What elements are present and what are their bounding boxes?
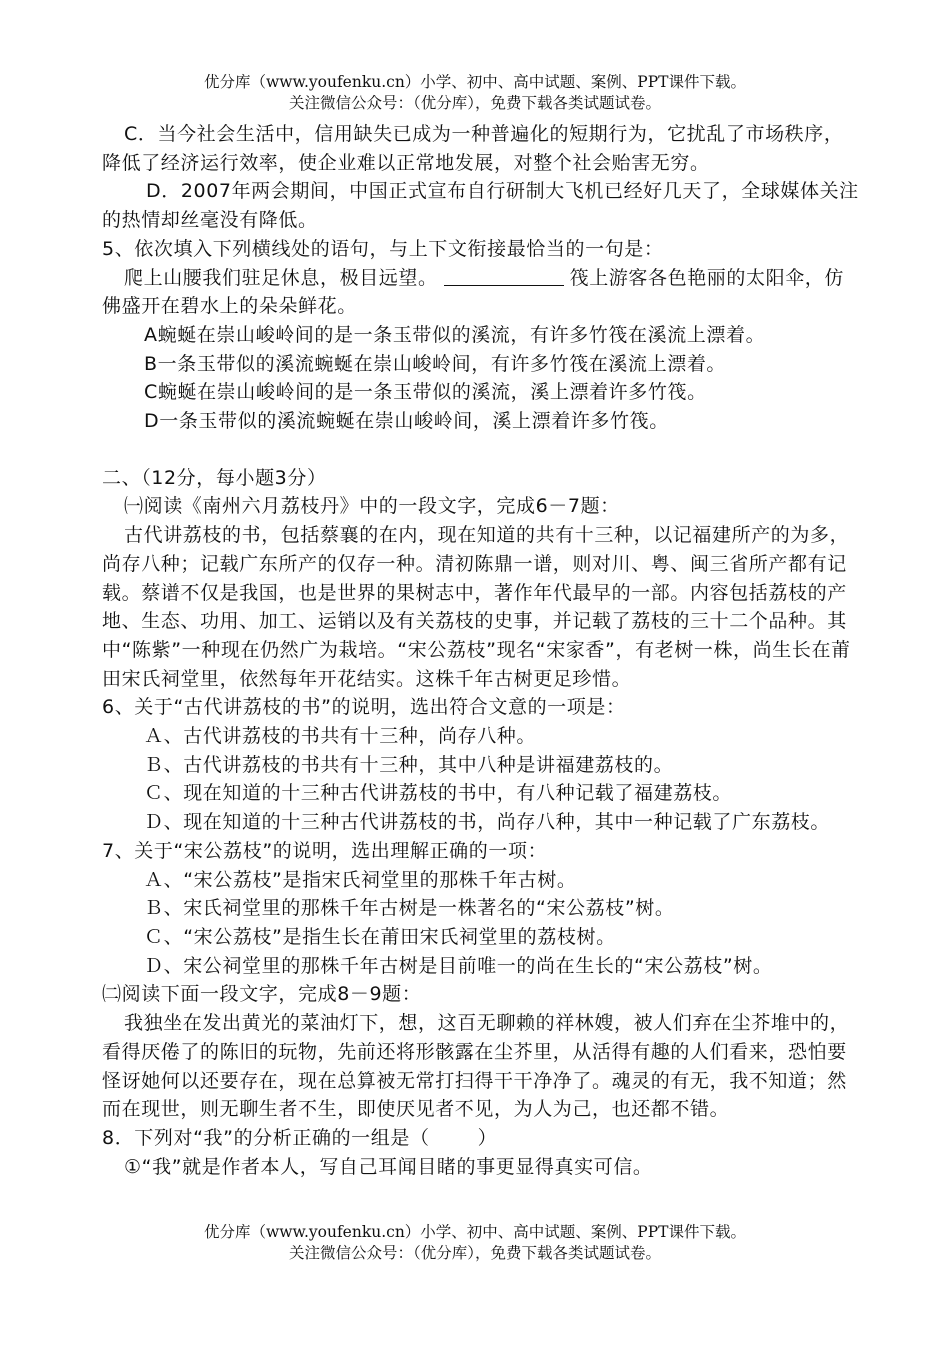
q5-option-a: A蜿蜒在崇山峻岭间的是一条玉带似的溪流，有许多竹筏在溪流上漂着。: [144, 323, 766, 346]
q6-option-d: Ｄ、现在知道的十三种古代讲荔枝的书，尚存八种，其中一种记载了广东荔枝。: [144, 811, 831, 834]
q7-stem: 7、关于“宋公荔枝”的说明，选出理解正确的一项：: [102, 839, 548, 862]
q7-option-d: Ｄ、宋公祠堂里的那株千年古树是目前唯一的尚在生长的“宋公荔枝”树。: [144, 954, 773, 977]
q8-stem: [102, 1124, 862, 1153]
q8-stem-close: ）: [477, 1126, 498, 1149]
footer-line-2: 关注微信公众号：（优分库），免费下载各类试题试卷。: [288, 1244, 661, 1262]
q6-option-a: Ａ、古代讲荔枝的书共有十三种，尚存八种。: [144, 725, 537, 748]
page-header: [0, 72, 950, 114]
q5-passage-part-a: 爬上山腰我们驻足休息，极目远望。: [124, 266, 438, 289]
q7-option-a: Ａ、“宋公荔枝”是指宋氏祠堂里的那株千年古树。: [144, 868, 577, 891]
q5-stem: 5、依次填入下列横线处的语句，与上下文衔接最恰当的一句是：: [102, 237, 664, 260]
q5-option-b: B一条玉带似的溪流蜿蜒在崇山峻岭间，有许多竹筏在溪流上漂着。: [144, 352, 727, 375]
section-spacer: [102, 436, 862, 464]
footer-line-1: 优分库（www.youfenku.cn）小学、初中、高中试题、案例、PPT课件下载。: [203, 1223, 747, 1241]
page-footer: [0, 1222, 950, 1264]
q7-option-b: Ｂ、宋氏祠堂里的那株千年古树是一株著名的“宋公荔枝”树。: [144, 897, 675, 920]
section-2-title: 二、（12分，每小题3分）: [102, 466, 327, 489]
q6-stem: 6、关于“古代讲荔枝的书”的说明，选出符合文意的一项是：: [102, 696, 626, 719]
q5-passage: [102, 264, 862, 321]
q8-stem-text: 8．下列对“我”的分析正确的一组是（: [102, 1126, 430, 1149]
q4-option-c: C．当今社会生活中，信用缺失已成为一种普遍化的短期行为，它扰乱了市场秩序，降低了经济运行效率，使企业难以正常地发展，对整个社会贻害无穷。: [102, 123, 844, 174]
part-1-intro: ㈠阅读《南州六月荔枝丹》中的一段文字，完成6－7题：: [124, 495, 620, 518]
q8-option-1: ①“我”就是作者本人，写自己耳闻目睹的事更显得真实可信。: [124, 1155, 653, 1178]
header-line-1: 优分库（www.youfenku.cn）小学、初中、高中试题、案例、PPT课件下载。: [203, 73, 747, 91]
q5-passage-part-b: 筏上游客各色艳丽的太阳伞，仿佛盛开在碧水上的朵朵鲜花。: [102, 266, 845, 318]
document-body: [102, 120, 862, 1181]
q6-option-b: Ｂ、古代讲荔枝的书共有十三种，其中八种是讲福建荔枝的。: [144, 753, 674, 776]
q6-option-c: Ｃ、现在知道的十三种古代讲荔枝的书中，有八种记载了福建荔枝。: [144, 782, 733, 805]
q5-answer-blank: [444, 267, 564, 286]
q5-option-c: C蜿蜒在崇山峻岭间的是一条玉带似的溪流，溪上漂着许多竹筏。: [144, 381, 707, 404]
q7-option-c: Ｃ、“宋公荔枝”是指生长在莆田宋氏祠堂里的荔枝树。: [144, 925, 616, 948]
part-2-intro: ㈡阅读下面一段文字，完成8－9题：: [102, 983, 422, 1006]
q5-option-d: D一条玉带似的溪流蜿蜒在崇山峻岭间，溪上漂着许多竹筏。: [144, 410, 669, 433]
part-1-passage: 古代讲荔枝的书，包括蔡襄的在内，现在知道的共有十三种，以记福建所产的为多，尚存八种；记载广东所产的仅存一种。清初陈鼎一谱，则对川、粤、闽三省所产都有记载。蔡谱不仅是我国，也是世界的果树志中，著作年代最早的一部。内容包括荔枝的产地、生态、功用、加工、运销以及有关荔枝的史事，并记载了荔枝的三十二个品种。其中“陈紫”一种现在仍然广为栽培。“宋公荔枝”现名“宋家香”，有老树一株，尚生长在莆田宋氏祠堂里，依然每年开花结实。这株千年古树更足珍惜。: [102, 524, 851, 690]
part-2-passage: 我独坐在发出黄光的菜油灯下，想，这百无聊赖的祥林嫂，被人们弃在尘芥堆中的，看得厌倦了的陈旧的玩物，先前还将形骸露在尘芥里，从活得有趣的人们看来，恐怕要怪讶她何以还要存在，现在总算被无常打扫得干干净净了。魂灵的有无，我不知道；然而在现世，则无聊生者不生，即使厌见者不见，为人为己，也还都不错。: [102, 1012, 850, 1121]
header-line-2: 关注微信公众号：（优分库），免费下载各类试题试卷。: [288, 94, 661, 112]
q4-option-d: D．2007年两会期间，中国正式宣布自行研制大飞机已经好几天了，全球媒体关注的热情却丝毫没有降低。: [102, 180, 859, 232]
